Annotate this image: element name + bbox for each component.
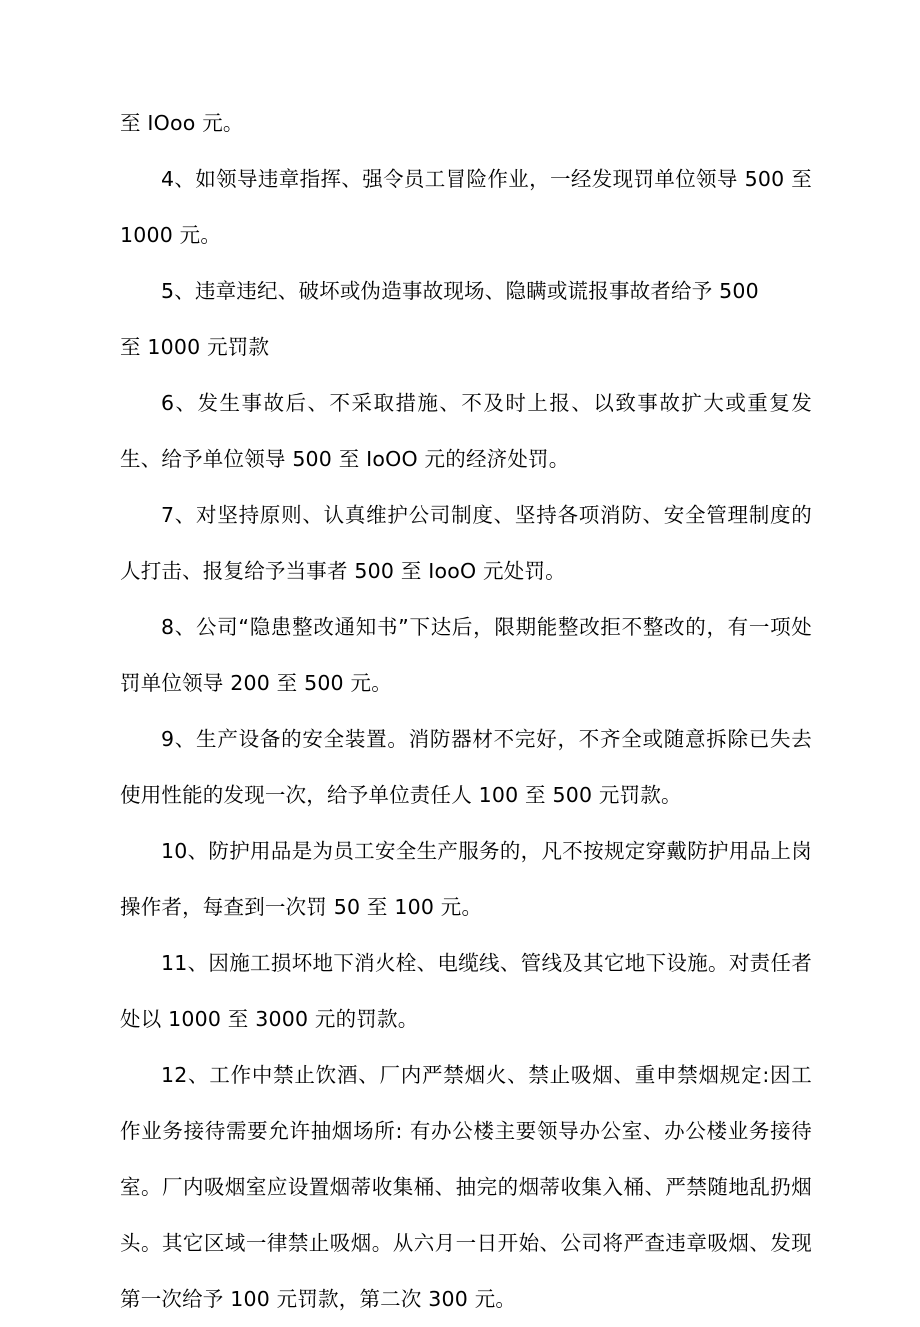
document-body [120,95,812,1327]
paragraph: 6、发生事故后、不采取措施、不及时上报、以致事故扩大或重复发生、给予单位领导 500 至 IoOO 元的经济处罚。 [120,391,812,471]
paragraph: 9、生产设备的安全装置。消防器材不完好，不齐全或随意拆除已失去使用性能的发现一次，给予单位责任人 100 至 500 元罚款。 [120,727,812,807]
paragraph: 至 1000 元罚款 [120,335,270,359]
paragraph: 4、如领导违章指挥、强令员工冒险作业，一经发现罚单位领导 500 至 1000 元。 [120,167,812,247]
paragraph: 11、因施工损坏地下消火栓、电缆线、管线及其它地下设施。对责任者处以 1000 至 3000 元的罚款。 [120,951,812,1031]
paragraph: 10、防护用品是为员工安全生产服务的，凡不按规定穿戴防护用品上岗操作者，每查到一次罚 50 至 100 元。 [120,839,812,919]
paragraph: 7、对坚持原则、认真维护公司制度、坚持各项消防、安全管理制度的人打击、报复给予当事者 500 至 IooO 元处罚。 [120,503,812,583]
paragraph: 12、工作中禁止饮酒、厂内严禁烟火、禁止吸烟、重申禁烟规定:因工作业务接待需要允许抽烟场所: 有办公楼主要领导办公室、办公楼业务接待室。厂内吸烟室应设置烟蒂收集桶、抽完的烟蒂收集入桶、严禁随地乱扔烟头。其它区域一律禁止吸烟。从六月一日开始、公司将严查违章吸烟、发现第一次给予 100 元罚款，第二次 300 元。 [120,1063,812,1311]
paragraph: 5、违章违纪、破坏或伪造事故现场、隐瞒或谎报事故者给予 500 [161,279,759,303]
paragraph: 8、公司“隐患整改通知书”下达后，限期能整改拒不整改的，有一项处罚单位领导 200 至 500 元。 [120,615,812,695]
paragraph: 至 IOoo 元。 [120,111,244,135]
